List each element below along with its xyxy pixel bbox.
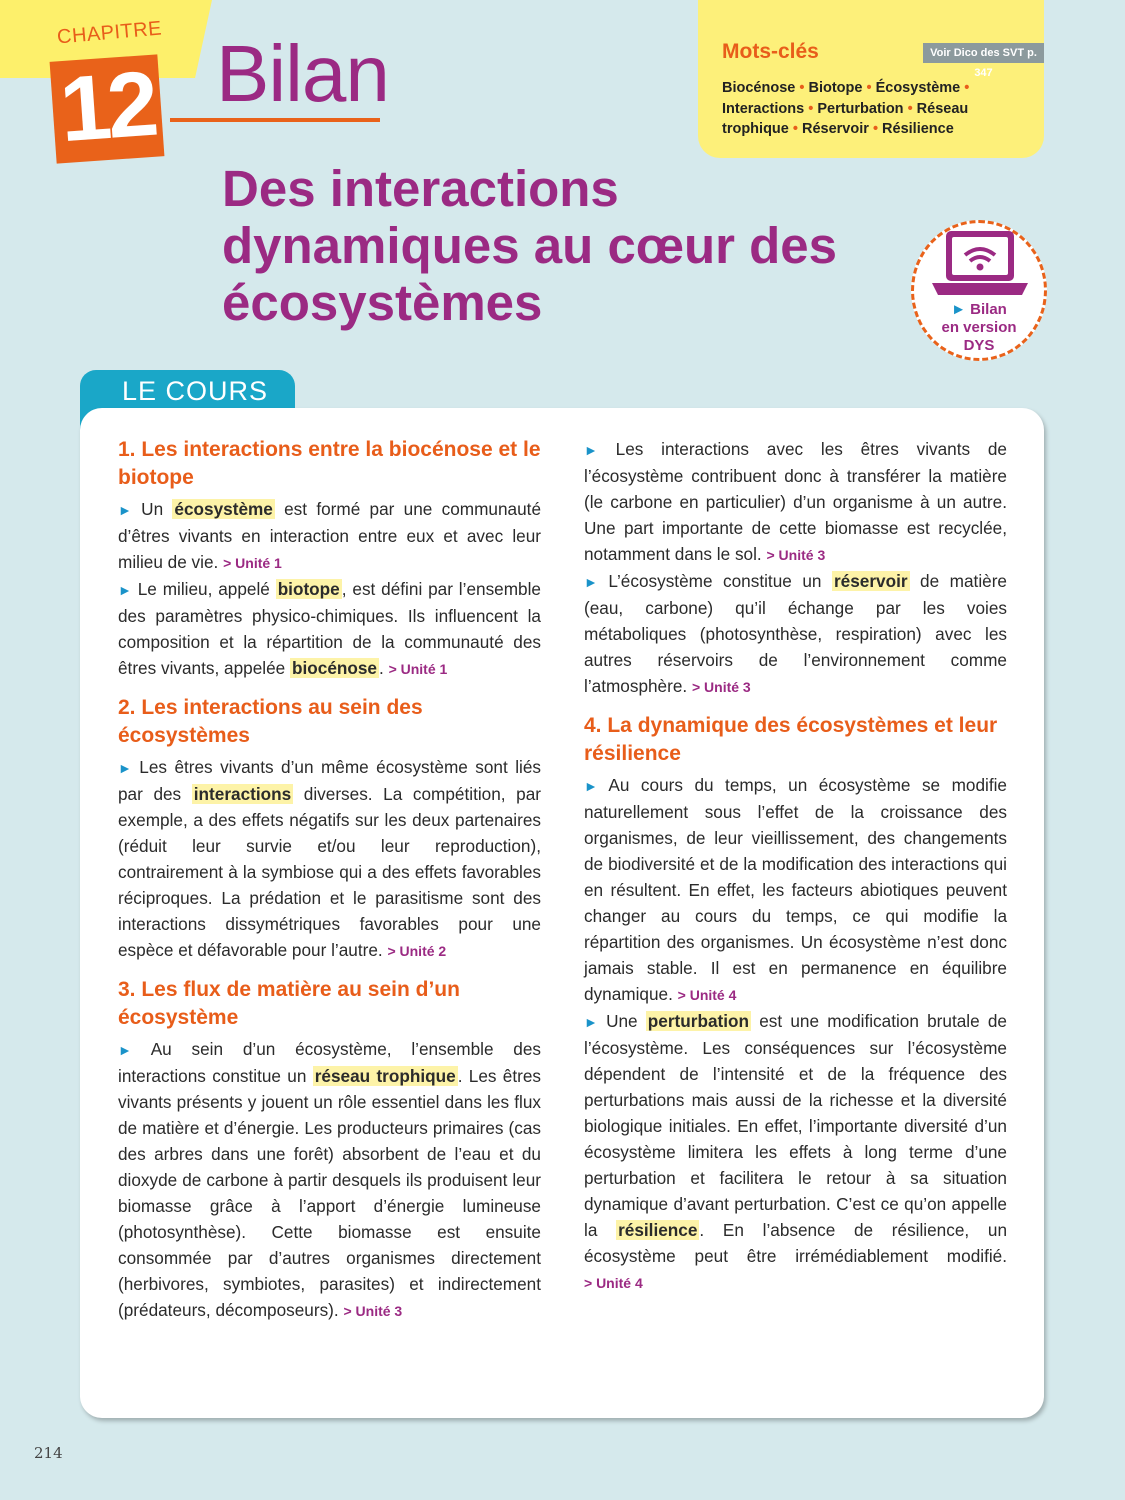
bullet-arrow-icon: ► bbox=[118, 760, 132, 776]
keyword-highlight: biocénose bbox=[291, 658, 377, 678]
keyword: Réseau trophique bbox=[722, 100, 969, 137]
unit-link[interactable]: > Unité 1 bbox=[388, 661, 448, 677]
keyword: Biocénose bbox=[722, 80, 796, 96]
page-title: Des interactions dynamiques au cœur des écosystèmes bbox=[222, 160, 837, 331]
chapter-number: 12 bbox=[56, 52, 158, 162]
chapter-heading: Bilan bbox=[216, 29, 389, 118]
bullet-arrow-icon: ► bbox=[584, 778, 598, 794]
keyword-highlight: réseau trophique bbox=[314, 1066, 456, 1086]
keyword: Réservoir bbox=[802, 121, 869, 137]
unit-link[interactable]: > Unité 3 bbox=[343, 1303, 403, 1319]
keyword-highlight: réservoir bbox=[833, 571, 908, 591]
chapter-label: CHAPITRE bbox=[56, 17, 163, 49]
keywords-list: Biocénose • Biotope • Écosystème • Interactions • Perturbation • Réseau trophique • Réservoir • Résilience bbox=[722, 80, 970, 137]
bullet-arrow-icon: ► bbox=[118, 502, 132, 518]
unit-link[interactable]: > Unité 3 bbox=[691, 679, 751, 695]
keyword: Perturbation bbox=[817, 100, 904, 117]
keyword: Biotope bbox=[808, 80, 863, 96]
paragraph: ► Au sein d’un écosystème, l’ensemble des interactions constitue un réseau trophique . Les êtres vivants présents y jouent un rôle essentiel dans les flux de matière et d’énergie. Les producteurs primaires (cas des arbres dans une forêt) absorbent de l’eau et du dioxyde de carbone à partir desquels ils produisent leur biomasse grâce à l’apport d’énergie lumineuse (photosynthèse). Cette biomasse est ensuite consommée par d’autres organismes directement (herbivores, symbiotes, parasites) et indirectement (prédateurs, décomposeurs). > Unité 3 bbox=[118, 1039, 542, 1320]
page-number: 214 bbox=[34, 1444, 63, 1462]
play-arrow-icon: ► bbox=[951, 301, 966, 318]
bullet-arrow-icon: ► bbox=[584, 574, 598, 590]
dys-version-link[interactable] bbox=[911, 220, 1047, 361]
unit-link[interactable]: > Unité 1 bbox=[223, 555, 282, 571]
keyword-highlight: perturbation bbox=[647, 1011, 750, 1031]
section-heading: 3. Les flux de matière au sein d’un écosystème bbox=[118, 978, 460, 1029]
left-column bbox=[118, 436, 541, 1324]
unit-link[interactable]: > Unité 3 bbox=[766, 547, 826, 563]
keyword-highlight: biotope bbox=[277, 579, 340, 599]
bullet-arrow-icon: ► bbox=[584, 1014, 598, 1030]
unit-link[interactable]: > Unité 4 bbox=[584, 1275, 643, 1291]
paragraph: ► Un écosystème est formé par une communauté d’êtres vivants en interaction entre eux et avec leur milieu de vie. > Unité 1 bbox=[118, 499, 542, 572]
cours-tab: LE COURS bbox=[80, 370, 295, 416]
paragraph: ► Au cours du temps, un écosystème se modifie naturellement sous l’effet de la croissance des organismes, de leur vieillissement, des changements de biodiversité et de la modification des interactions qui en résultent. En effet, les facteurs abiotiques peuvent changer au cours du temps, ce qui modifie la répartition des organismes. Un écosystème n’est donc jamais stable. Il est en permanence en équilibre dynamique. > Unité 4 bbox=[584, 775, 1007, 1004]
keyword: Écosystème bbox=[875, 80, 961, 96]
section-heading: 2. Les interactions au sein des écosystèmes bbox=[118, 696, 423, 747]
bullet-arrow-icon: ► bbox=[584, 442, 598, 458]
paragraph: ► Les interactions avec les êtres vivants de l’écosystème contribuent donc à transférer la matière (le carbone en particulier) d’un organisme à un autre. Une part importante de cette biomasse est recyclée, notamment dans le sol. > Unité 3 bbox=[584, 439, 1007, 564]
section-heading: 4. La dynamique des écosystèmes et leur résilience bbox=[584, 714, 998, 765]
keyword-highlight: interactions bbox=[193, 784, 292, 804]
paragraph: ► Les êtres vivants d’un même écosystème sont liés par des interactions diverses. La compétition, par exemple, a des effets négatifs sur les deux partenaires (réduit leur survie et/ou leur reproduction), contrairement à la symbiose qui a des effets favorables réciproques. La prédation et le parasitisme sont des interactions dissymétriques favorables pour une espèce et défavorable pour l’autre. > Unité 2 bbox=[118, 757, 541, 960]
keywords-reference[interactable]: Voir Dico des SVT p. 347 bbox=[923, 43, 1044, 63]
paragraph: ► Le milieu, appelé biotope , est défini par l’ensemble des paramètres physico-chimiques. Ils influencent la composition et la répartition de la communauté des êtres vivants, appelée biocénose . > Unité 1 bbox=[118, 579, 541, 678]
section-heading: 1. Les interactions entre la biocénose et le biotope bbox=[118, 438, 541, 489]
bullet-arrow-icon: ► bbox=[118, 1042, 132, 1058]
unit-link[interactable]: > Unité 2 bbox=[387, 943, 447, 959]
keyword-highlight: écosystème bbox=[174, 499, 273, 519]
keywords-box bbox=[698, 0, 1044, 158]
keyword: Interactions bbox=[722, 100, 805, 117]
dys-label: ► Bilan en version DYS bbox=[941, 301, 1017, 354]
keyword: Résilience bbox=[882, 121, 954, 137]
paragraph: ► L’écosystème constitue un réservoir de matière (eau, carbone) qu’il échange par les voies métaboliques (photosynthèse, respiration) avec les autres réservoirs de l’environnement comme l’atmosphère. > Unité 3 bbox=[584, 571, 1007, 696]
laptop-wifi-icon bbox=[932, 225, 1028, 299]
unit-link[interactable]: > Unité 4 bbox=[677, 987, 737, 1003]
paragraph: ► Une perturbation est une modification brutale de l’écosystème. Les conséquences sur l’écosystème dépendent de l’intensité et de la fréquence des perturbations mais aussi de la richesse et la diversité biologique initiales. En effet, l’importante diversité d’un écosystème limitera les effets à long terme d’une perturbation et facilitera le retour à sa situation dynamique d’avant perturbation. C’est ce qu’on appelle la résilience . En l’absence de résilience, un écosystème peut être irrémédiablement modifié. > Unité 4 bbox=[584, 1011, 1007, 1291]
keywords-title: Mots-clés bbox=[722, 40, 819, 63]
keyword-highlight: résilience bbox=[618, 1220, 698, 1240]
heading-underline bbox=[170, 118, 380, 122]
right-column bbox=[584, 436, 1007, 1296]
bullet-arrow-icon: ► bbox=[118, 582, 132, 598]
